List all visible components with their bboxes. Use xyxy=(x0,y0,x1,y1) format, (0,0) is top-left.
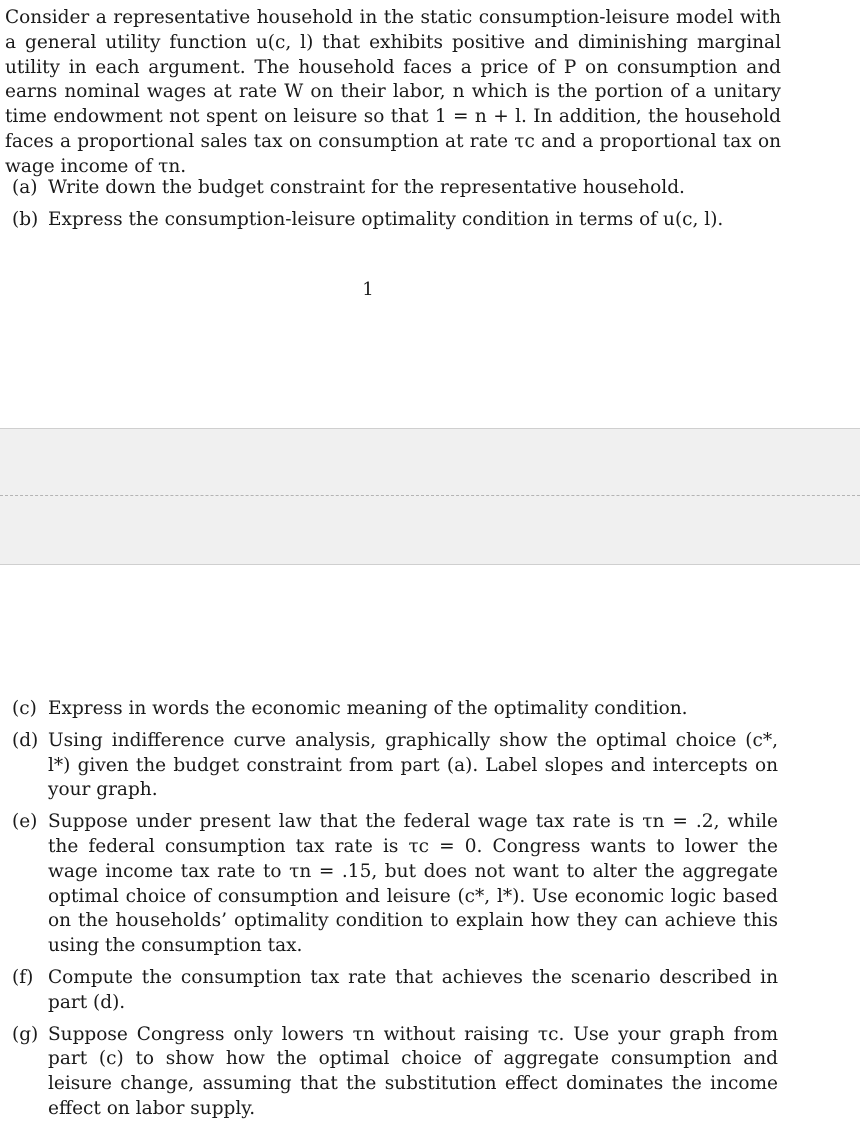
page-separator xyxy=(0,428,860,565)
question-list-page-2 xyxy=(0,697,860,1129)
question-text: Express in words the economic meaning of the optimality condition. xyxy=(48,698,688,719)
question-item-d xyxy=(0,729,778,803)
question-text: Compute the consumption tax rate that achieves the scenario described in part (d). xyxy=(48,966,778,1013)
question-text: Suppose under present law that the federal wage tax rate is τn = .2, while the federal consumption tax rate is τc = 0. Congress wants to lower the wage income tax rate to τn = .15, but does not want to alter the aggregate optimal choice of consumption and leisure (c*, l*). Use economic logic based on the households’ optimality condition to explain how they can achieve this using the consumption tax. xyxy=(48,811,778,957)
question-label: (a) xyxy=(12,177,38,198)
question-text: Using indifference curve analysis, graphically show the optimal choice (c*, l*) given the budget constraint from part (a). Label slopes and intercepts on your graph. xyxy=(48,729,778,801)
question-item-b xyxy=(0,208,778,233)
question-item-e xyxy=(0,810,778,959)
question-label: (c) xyxy=(12,698,37,719)
question-list-page-1 xyxy=(0,176,860,240)
question-text: Express the consumption-leisure optimality condition in terms of u(c, l). xyxy=(48,208,724,230)
question-label: (f) xyxy=(12,966,34,988)
question-text: Suppose Congress only lowers τn without raising τc. Use your graph from part (c) to show how the optimal choice of aggregate consumption and leisure change, assuming that the substitution effect dominates the income effect on labor supply. xyxy=(48,1023,778,1119)
page-number: 1 xyxy=(362,279,374,300)
question-item-c xyxy=(0,697,778,722)
intro-paragraph: Consider a representative household in the static consumption-leisure model with a general utility function u(c, l) that exhibits positive and diminishing marginal utility in each argument. The household faces a price of P on consumption and earns nominal wages at rate W on their labor, n which is the portion of a unitary time endowment not spent on leisure so that 1 = n + l. In addition, the household faces a proportional sales tax on consumption at rate τc and a proportional tax on wage income of τn. xyxy=(5,7,781,177)
question-label: (e) xyxy=(12,811,38,833)
question-label: (d) xyxy=(12,729,39,751)
problem-intro xyxy=(5,6,781,180)
question-label: (g) xyxy=(12,1023,39,1045)
question-label: (b) xyxy=(12,208,39,230)
question-item-f xyxy=(0,966,778,1016)
question-item-a xyxy=(0,176,778,201)
page-break-line xyxy=(0,495,860,496)
question-text: Write down the budget constraint for the representative household. xyxy=(48,177,685,198)
question-item-g xyxy=(0,1023,778,1122)
